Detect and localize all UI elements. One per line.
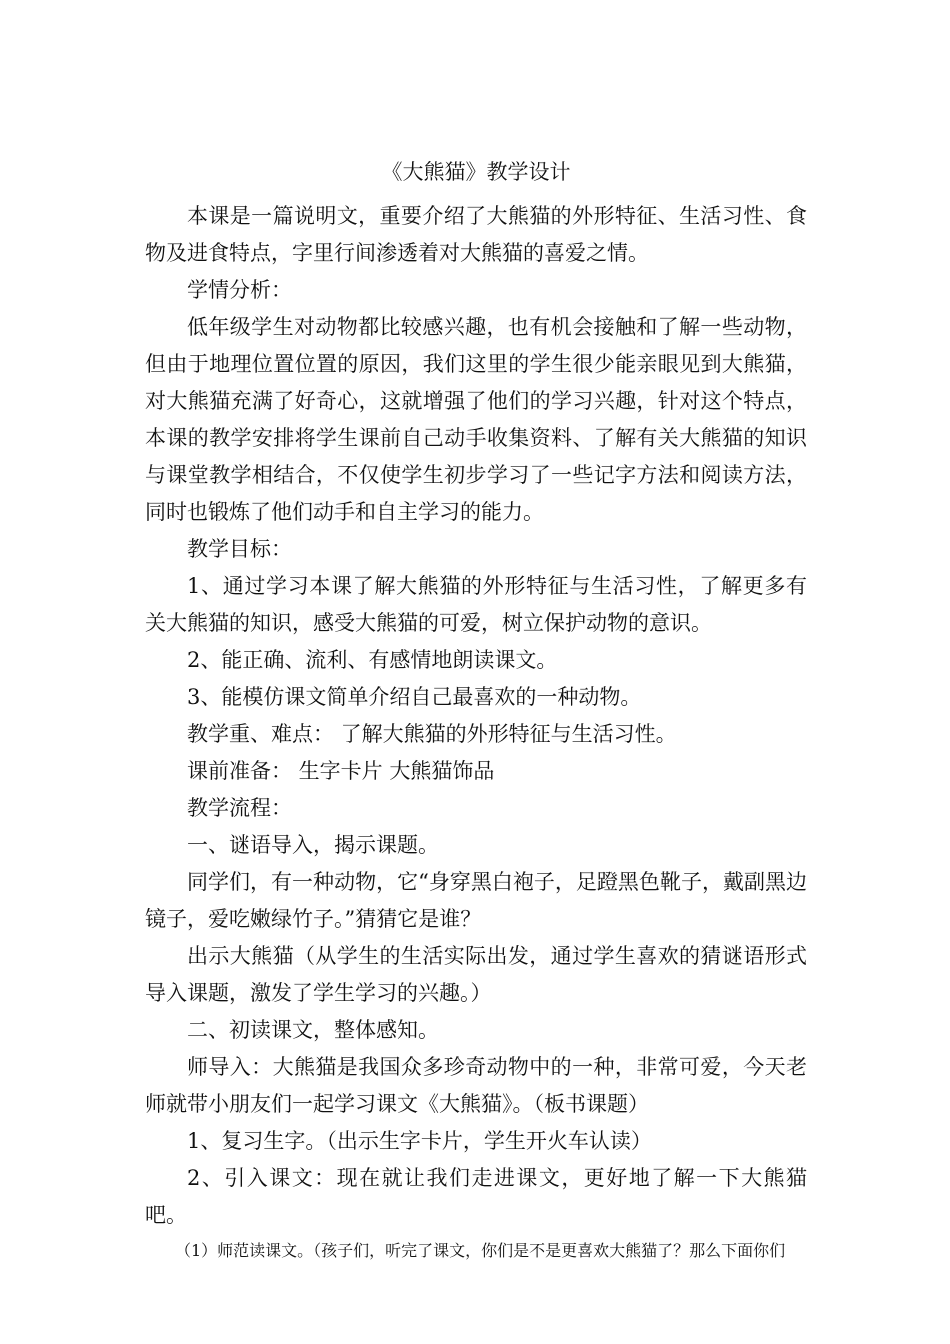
step-model-reading: （1）师范读课文。（孩子们，听完了课文，你们是不是更喜欢大熊猫了？那么下面你们 [175,1241,786,1260]
riddle-paragraph: 同学们，有一种动物，它“身穿黑白袍子，足蹬黑色靴子，戴副黑边镜子，爱吃嫩绿竹子。”猜猜它是谁？ [145,870,807,931]
teacher-intro-paragraph: 师导入：大熊猫是我国众多珍奇动物中的一种，非常可爱，今天老师就带小朋友们一起学习课文《大熊猫》。（板书课题） [145,1055,807,1116]
goal-item-1: 1、通过学习本课了解大熊猫的外形特征与生活习性，了解更多有关大熊猫的知识，感受大熊猫的可爱，树立保护动物的意识。 [145,574,807,635]
preparation: 课前准备： 生字卡片 大熊猫饰品 [187,759,495,783]
heading-teaching-goals: 教学目标： [187,537,292,561]
paragraph-student-analysis: 低年级学生对动物都比较感兴趣，也有机会接触和了解一些动物，但由于地理位置位置的原因，我们这里的学生很少能亲眼见到大熊猫，对大熊猫充满了好奇心，这就增强了他们的学习兴趣，针对这个特点，本课的教学安排将学生课前自己动手收集资料、了解有关大熊猫的知识与课堂教学相结合，不仅使学生初步学习了一些记字方法和阅读方法，同时也锻炼了他们动手和自主学习的能力。 [145,315,807,524]
goal-item-2: 2、能正确、流利、有感情地朗读课文。 [187,648,558,672]
heading-student-analysis: 学情分析： [187,278,292,302]
key-points: 教学重、难点： 了解大熊猫的外形特征与生活习性。 [187,722,677,746]
step-review-characters: 1、复习生字。（出示生字卡片，学生开火车认读） [187,1129,652,1153]
section-1-heading: 一、谜语导入，揭示课题。 [187,833,439,857]
heading-teaching-process: 教学流程： [187,796,292,820]
goal-item-3: 3、能模仿课文简单介绍自己最喜欢的一种动物。 [187,685,642,709]
paragraph-intro: 本课是一篇说明文，重要介绍了大熊猫的外形特征、生活习性、食物及进食特点，字里行间渗透着对大熊猫的喜爱之情。 [145,204,807,265]
document-title: 《大熊猫》教学设计 [381,160,571,184]
document-body [145,198,807,1266]
step-introduce-text: 2、引入课文：现在就让我们走进课文，更好地了解一下大熊猫吧。 [145,1166,807,1227]
show-panda-paragraph: 出示大熊猫（从学生的生活实际出发，通过学生喜欢的猜谜语形式导入课题，激发了学生学习的兴趣。） [145,944,807,1005]
section-2-heading: 二、初读课文，整体感知。 [187,1018,439,1042]
